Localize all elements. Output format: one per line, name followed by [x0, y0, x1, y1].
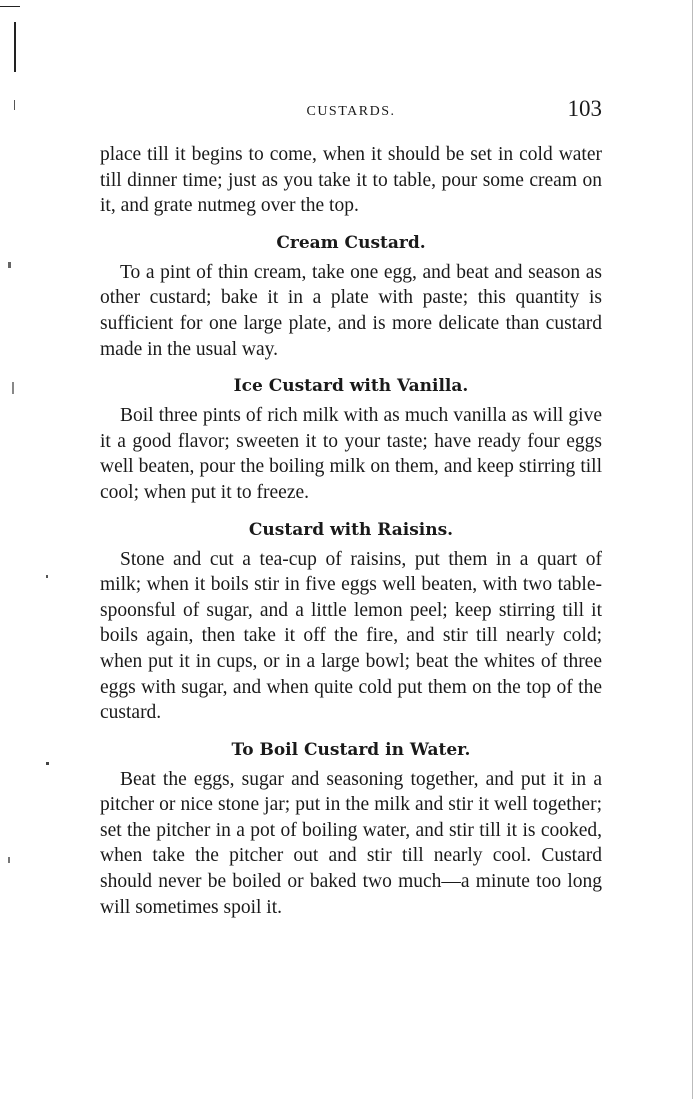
scan-speck	[8, 262, 11, 268]
paragraph: Stone and cut a tea-cup of raisins, put them in a quart of milk; when it boils stir in five eggs well beaten, with two table-spoonsful of sugar, and a little lemon peel; keep stirring till it boils again, then take it off the fire, and stir till nearly cold; when put it in cups, or in a large bowl; beat the whites of three eggs with sugar, and when quite cold put them on the top of the custard.	[100, 548, 602, 724]
scan-speck	[46, 575, 48, 578]
paragraph: To a pint of thin cream, take one egg, and beat and season as other custard; bake it in a plate with paste; this quantity is sufficient for one large plate, and is more delicate than custard made in the usual way.	[100, 261, 602, 360]
paragraph: Beat the eggs, sugar and seasoning together, and put it in a pitcher or nice stone jar; put in the milk and stir it well together; set the pitcher in a pot of boiling water, and stir till it is cooked, when take the pitcher out and stir till nearly cool. Custard should never be boiled or baked two much—a minute too long will sometimes spoil it.	[100, 768, 602, 918]
scan-edge-line	[14, 22, 16, 72]
running-head: CUSTARDS.	[306, 104, 396, 119]
scan-speck	[8, 857, 10, 863]
scan-edge-line	[0, 6, 20, 7]
paragraph: place till it begins to come, when it should be set in cold water till dinner time; just as you take it to table, pour some cream on it, and grate nutmeg over the top.	[100, 144, 602, 217]
scan-speck	[14, 100, 15, 110]
scan-edge-line	[692, 0, 693, 1099]
recipe-heading-boil-custard: To Boil Custard in Water.	[231, 739, 471, 760]
scan-speck	[12, 382, 14, 394]
recipe-heading-custard-raisins: Custard with Raisins.	[248, 519, 454, 540]
recipe-heading-ice-custard: Ice Custard with Vanilla.	[233, 376, 469, 397]
page-number: 103	[567, 96, 602, 121]
scan-speck	[46, 762, 49, 765]
paragraph: Boil three pints of rich milk with as much vanilla as will give it a good flavor; sweeten it to your taste; have ready four eggs well beaten, pour the boiling milk on them, and keep stirring till cool; when put it to freeze.	[100, 405, 602, 503]
recipe-heading-cream-custard: Cream Custard.	[276, 232, 426, 253]
page-body	[100, 142, 602, 920]
page-header	[100, 96, 602, 126]
